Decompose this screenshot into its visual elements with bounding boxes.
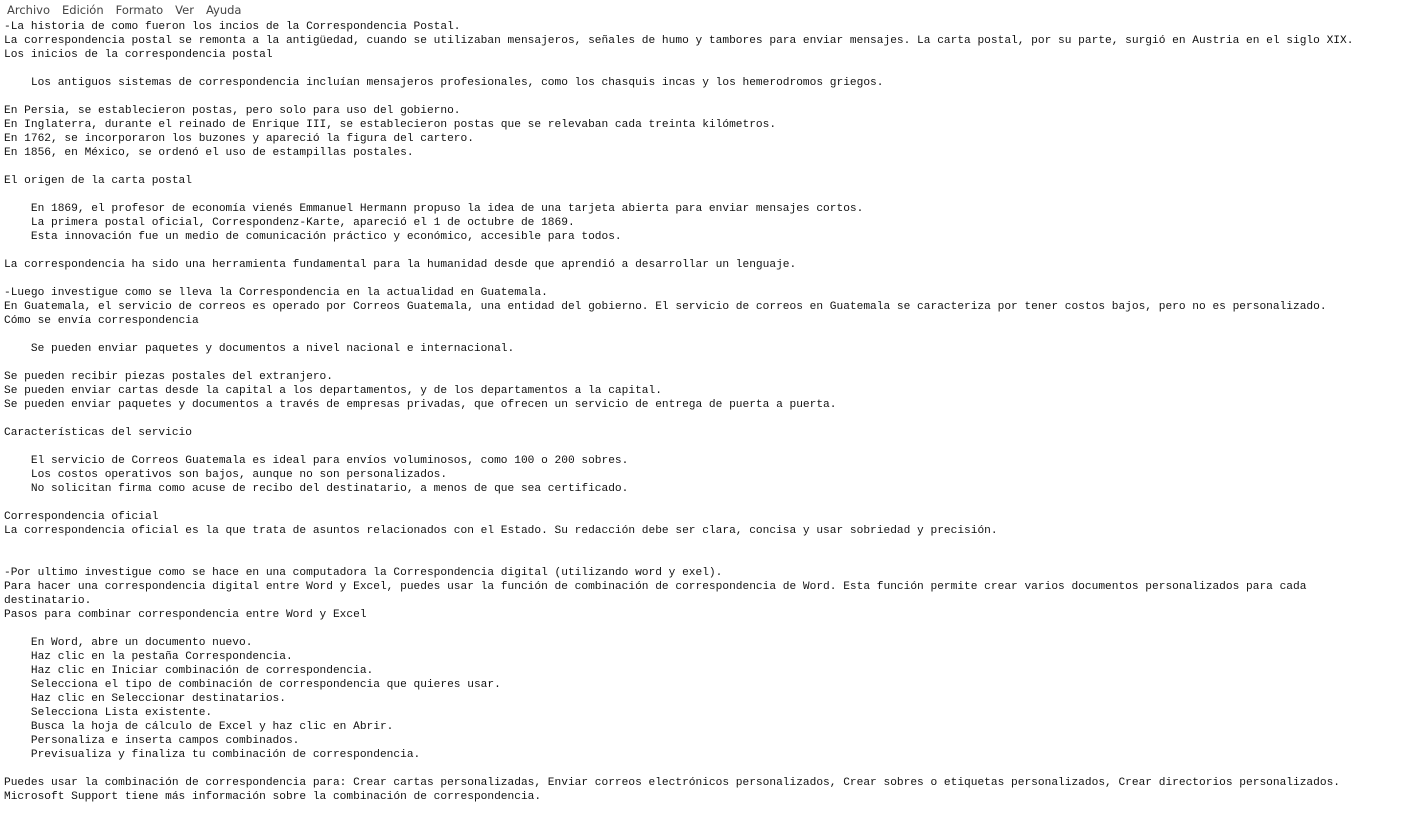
text-line: Los inicios de la correspondencia postal — [4, 49, 273, 61]
text-line: El servicio de Correos Guatemala es ideal para envíos voluminosos, como 100 o 200 sobres. — [4, 455, 629, 467]
text-line: La correspondencia postal se remonta a la antigüedad, cuando se utilizaban mensajeros, señales de humo y tambores para enviar mensajes. La carta postal, por su parte, surgió en Austria en el siglo XIX. — [4, 35, 1354, 47]
text-line: En Inglaterra, durante el reinado de Enrique III, se establecieron postas que se relevaban cada treinta kilómetros. — [4, 119, 777, 131]
text-line — [4, 356, 1419, 370]
text-line: -La historia de como fueron los incios de la Correspondencia Postal. — [4, 21, 461, 33]
text-line: Haz clic en Seleccionar destinatarios. — [4, 693, 286, 705]
text-line — [4, 244, 1419, 258]
text-line: Selecciona el tipo de combinación de correspondencia que quieres usar. — [4, 679, 501, 691]
text-line — [4, 90, 1419, 104]
text-line: Características del servicio — [4, 427, 192, 439]
text-line: En 1869, el profesor de economía vienés Emmanuel Hermann propuso la idea de una tarjeta abierta para enviar mensajes cortos. — [4, 203, 864, 215]
text-line: El origen de la carta postal — [4, 175, 192, 187]
text-line: -Luego investigue como se lleva la Correspondencia en la actualidad en Guatemala. — [4, 287, 548, 299]
menu-bar — [0, 0, 1423, 20]
text-line: Puedes usar la combinación de correspondencia para: Crear cartas personalizadas, Enviar correos electrónicos personalizados, Crear sobres o etiquetas personalizados, Crear directorios personalizados. — [4, 777, 1341, 789]
text-line: En Persia, se establecieron postas, pero solo para uso del gobierno. — [4, 105, 461, 117]
text-line: Selecciona Lista existente. — [4, 707, 213, 719]
menu-archivo[interactable]: Archivo — [7, 3, 50, 17]
menu-ayuda[interactable]: Ayuda — [205, 3, 242, 17]
text-line — [4, 188, 1419, 202]
text-line — [4, 762, 1419, 776]
menu-ver[interactable]: Ver — [175, 3, 194, 17]
text-line: La correspondencia oficial es la que trata de asuntos relacionados con el Estado. Su redacción debe ser clara, concisa y usar sobriedad y precisión. — [4, 525, 998, 537]
text-line: Se pueden enviar paquetes y documentos a nivel nacional e internacional. — [4, 343, 515, 355]
text-line: En 1762, se incorporaron los buzones y apareció la figura del cartero. — [4, 133, 474, 145]
text-line: Para hacer una correspondencia digital entre Word y Excel, puedes usar la función de combinación de correspondencia de Word. Esta función permite crear varios documentos personalizados para cada — [4, 581, 1307, 593]
text-line — [4, 538, 1419, 552]
text-line: En Guatemala, el servicio de correos es operado por Correos Guatemala, una entidad del gobierno. El servicio de correos en Guatemala se caracteriza por tener costos bajos, pero no es personalizado. — [4, 301, 1327, 313]
text-line — [4, 412, 1419, 426]
text-line: Se pueden enviar cartas desde la capital a los departamentos, y de los departamentos a la capital. — [4, 385, 662, 397]
text-line — [4, 552, 1419, 566]
text-line: Cómo se envía correspondencia — [4, 315, 199, 327]
menu-formato[interactable]: Formato — [115, 3, 164, 17]
text-line: Se pueden recibir piezas postales del extranjero. — [4, 371, 333, 383]
text-line: destinatario. — [4, 595, 92, 607]
text-line — [4, 440, 1419, 454]
text-line: Haz clic en la pestaña Correspondencia. — [4, 651, 293, 663]
text-line: La primera postal oficial, Correspondenz-Karte, apareció el 1 de octubre de 1869. — [4, 217, 575, 229]
text-line — [4, 622, 1419, 636]
text-line: No solicitan firma como acuse de recibo del destinatario, a menos de que sea certificado. — [4, 483, 629, 495]
text-line: Esta innovación fue un medio de comunicación práctico y económico, accesible para todos. — [4, 231, 622, 243]
text-line — [4, 328, 1419, 342]
text-line — [4, 496, 1419, 510]
text-line: Los antiguos sistemas de correspondencia incluían mensajeros profesionales, como los chasquis incas y los hemerodromos griegos. — [4, 77, 884, 89]
text-line: Personaliza e inserta campos combinados. — [4, 735, 300, 747]
text-line — [4, 272, 1419, 286]
text-line: Previsualiza y finaliza tu combinación de correspondencia. — [4, 749, 421, 761]
text-line: Se pueden enviar paquetes y documentos a través de empresas privadas, que ofrecen un servicio de entrega de puerta a puerta. — [4, 399, 837, 411]
text-line: Microsoft Support tiene más información sobre la combinación de correspondencia. — [4, 791, 542, 803]
text-line: Los costos operativos son bajos, aunque no son personalizados. — [4, 469, 448, 481]
text-line: Busca la hoja de cálculo de Excel y haz clic en Abrir. — [4, 721, 394, 733]
text-line: Haz clic en Iniciar combinación de correspondencia. — [4, 665, 374, 677]
text-editor-area[interactable] — [0, 20, 1419, 824]
text-line: Correspondencia oficial — [4, 511, 159, 523]
text-line — [4, 160, 1419, 174]
text-line: En 1856, en México, se ordenó el uso de estampillas postales. — [4, 147, 414, 159]
text-line: -Por ultimo investigue como se hace en una computadora la Correspondencia digital (utilizando word y exel). — [4, 567, 723, 579]
text-line — [4, 62, 1419, 76]
text-line: En Word, abre un documento nuevo. — [4, 637, 253, 649]
text-line: La correspondencia ha sido una herramienta fundamental para la humanidad desde que aprendió a desarrollar un lenguaje. — [4, 259, 797, 271]
menu-edicion[interactable]: Edición — [62, 3, 104, 17]
text-line: Pasos para combinar correspondencia entre Word y Excel — [4, 609, 367, 621]
